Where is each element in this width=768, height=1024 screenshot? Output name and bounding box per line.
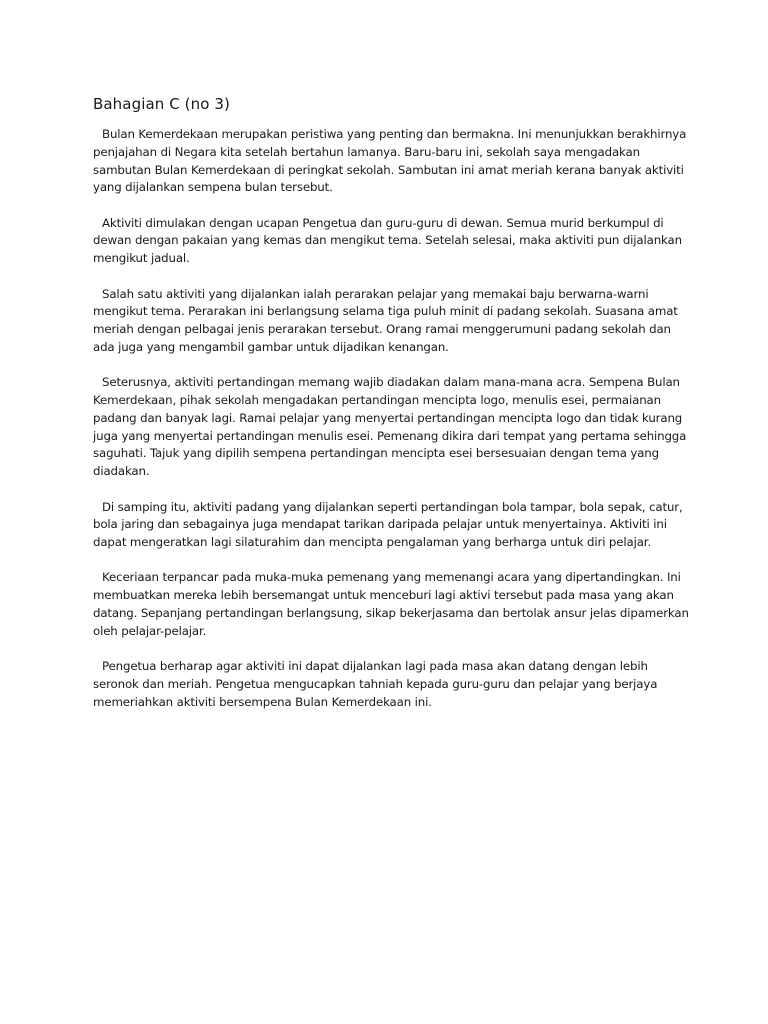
paragraph-5: Di samping itu, aktiviti padang yang dijalankan seperti pertandingan bola tampar, bola sepak, catur, bola jaring dan sebagainya juga mendapat tarikan daripada pelajar untuk menyertainya. Aktiviti ini dapat mengeratkan lagi silaturahim dan mencipta pengalaman yang berharga untuk diri pelajar. (93, 499, 683, 550)
paragraph-2: Aktiviti dimulakan dengan ucapan Pengetua dan guru-guru di dewan. Semua murid berkumpul di dewan dengan pakaian yang kemas dan mengikut tema. Setelah selesai, maka aktiviti pun dijalankan mengikut jadual. (93, 215, 682, 266)
document-body (93, 94, 693, 729)
paragraph-6: Keceriaan terpancar pada muka-muka pemenang yang memenangi acara yang dipertandingkan. Ini membuatkan mereka lebih bersemangat untuk menceburi lagi aktivi tersebut pada masa yang akan datang. Sepanjang pertandingan berlangsung, sikap bekerjasama dan bertolak ansur jelas dipamerkan oleh pelajar-pelajar. (93, 570, 689, 638)
paragraph-3: Salah satu aktiviti yang dijalankan ialah perarakan pelajar yang memakai baju berwarna-warni mengikut tema. Perarakan ini berlangsung selama tiga puluh minit di padang sekolah. Suasana amat meriah dengan pelbagai jenis perarakan tersebut. Orang ramai menggerumuni padang sekolah dan ada juga yang mengambil gambar untuk dijadikan kenangan. (93, 286, 678, 354)
paragraph-7: Pengetua berharap agar aktiviti ini dapat dijalankan lagi pada masa akan datang dengan lebih seronok dan meriah. Pengetua mengucapkan tahniah kepada guru-guru dan pelajar yang berjaya memeriahkan aktiviti bersempena Bulan Kemerdekaan ini. (93, 659, 658, 709)
document-heading: Bahagian C (no 3) (93, 95, 230, 113)
paragraph-4: Seterusnya, aktiviti pertandingan memang wajib diadakan dalam mana-mana acra. Sempena Bulan Kemerdekaan, pihak sekolah mengadakan pertandingan mencipta logo, menulis esei, permaianan padang dan banyak lagi. Ramai pelajar yang menyertai pertandingan mencipta logo dan tidak kurang juga yang menyertai pertandingan menulis esei. Pemenang dikira dari tempat yang pertama sehingga saguhati. Tajuk yang dipilih sempena pertandingan mencipta esei bersesuaian dengan tema yang diadakan. (93, 375, 687, 479)
paragraph-1: Bulan Kemerdekaan merupakan peristiwa yang penting dan bermakna. Ini menunjukkan berakhirnya penjajahan di Negara kita setelah bertahun lamanya. Baru-baru ini, sekolah saya mengadakan sambutan Bulan Kemerdekaan di peringkat sekolah. Sambutan ini amat meriah kerana banyak aktiviti yang dijalankan sempena bulan tersebut. (93, 127, 687, 195)
